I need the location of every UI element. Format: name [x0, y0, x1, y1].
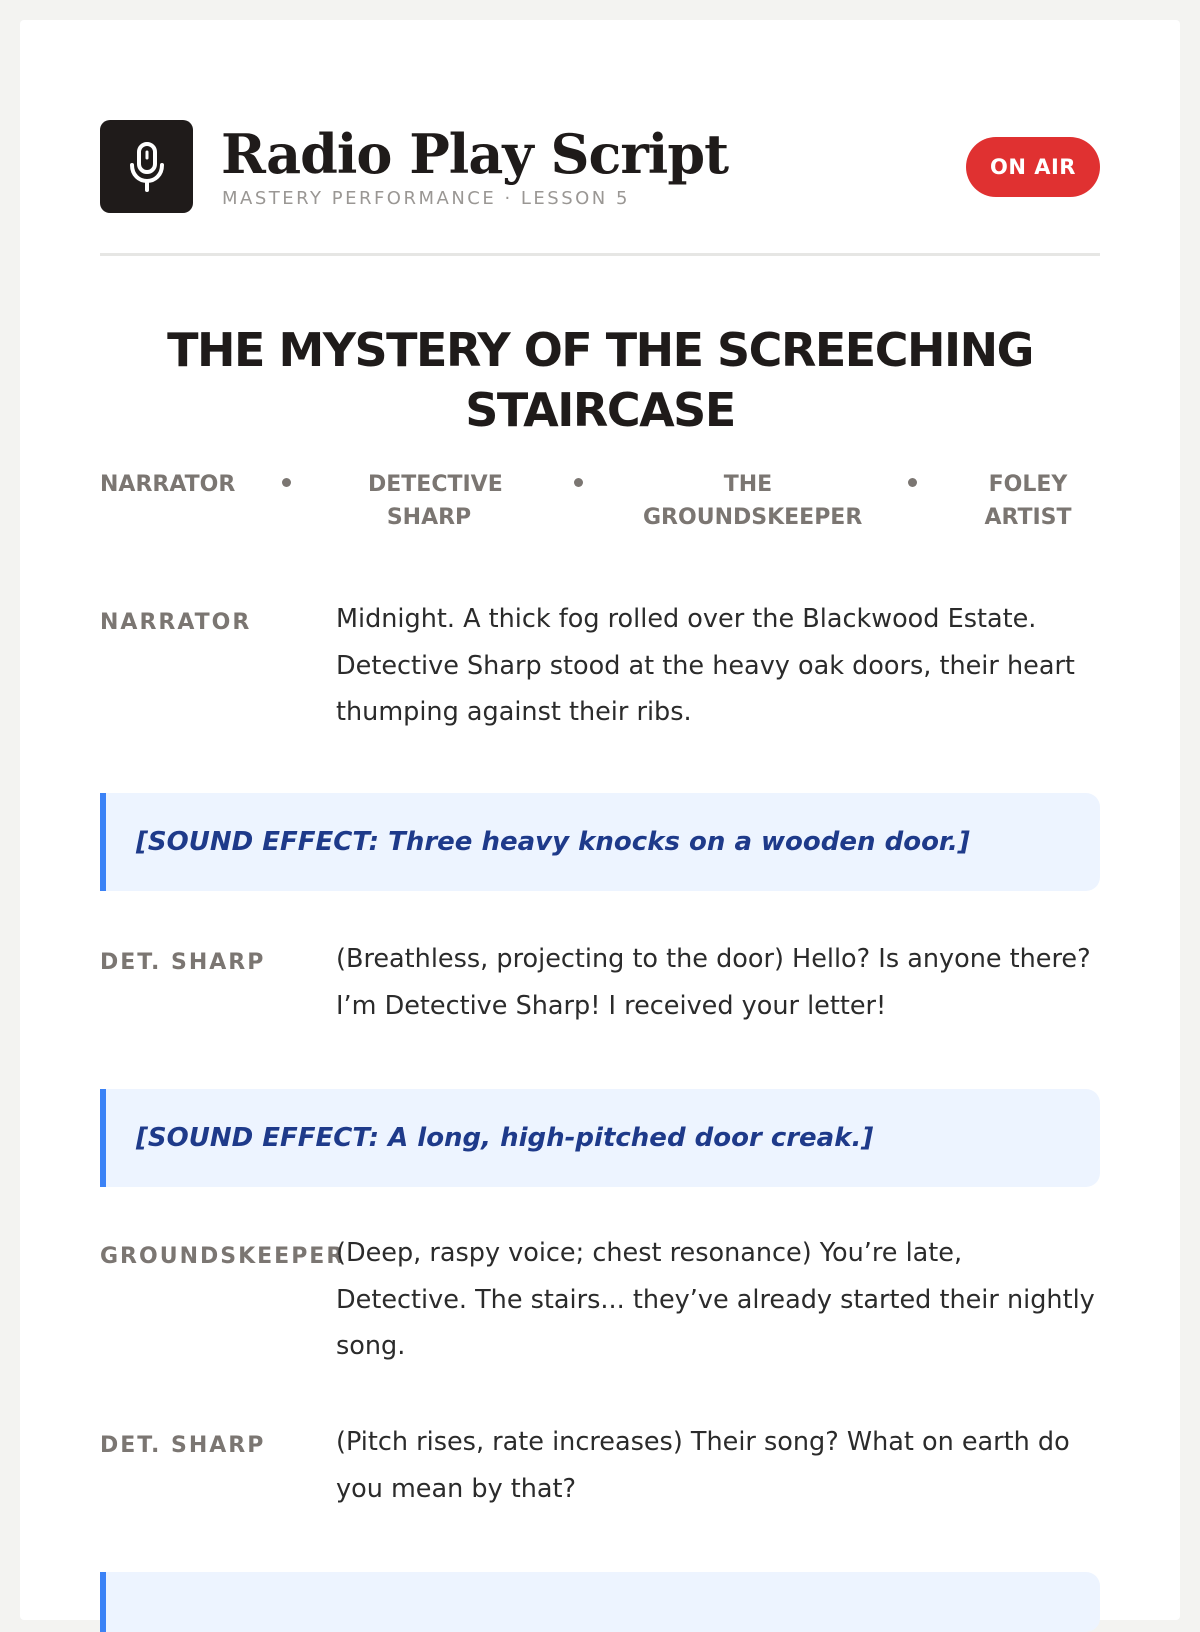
cast-member-line1: DETECTIVE: [368, 472, 503, 497]
sound-effect-cue-partial: [100, 1572, 1100, 1632]
page-header: [100, 100, 1100, 256]
speech-text: (Pitch rises, rate increases) Their song? What on earth do you mean by that?: [336, 1427, 1070, 1504]
speech-text: (Deep, raspy voice; chest resonance) You’re late, Detective. The stairs... they’ve already started their nightly song.: [336, 1238, 1095, 1361]
cast-member-line2: GROUNDSKEEPER: [643, 505, 863, 530]
play-title: THE MYSTERY OF THE SCREECHING STAIRCASE: [167, 323, 1033, 437]
on-air-badge[interactable]: ON AIR: [966, 137, 1100, 197]
cast-member-line2: ARTIST: [984, 505, 1072, 530]
cast-member-line2: SHARP: [386, 505, 472, 530]
cast-list: [100, 468, 1100, 538]
sound-effect-cue: [SOUND EFFECT: A long, high-pitched door creak.]: [100, 1089, 1100, 1187]
cast-member: [368, 468, 503, 534]
app-title: Radio Play Script: [221, 122, 729, 186]
app-subtitle: MASTERY PERFORMANCE · LESSON 5: [222, 188, 630, 209]
speaker-label: DET. SHARP: [100, 950, 266, 975]
cast-separator: [282, 478, 291, 487]
script-page: [20, 20, 1180, 1620]
speaker-label: DET. SHARP: [100, 1433, 266, 1458]
speech-text: Midnight. A thick fog rolled over the Blackwood Estate. Detective Sharp stood at the heavy oak doors, their heart thumping against their ribs.: [336, 604, 1075, 727]
app-logo: [100, 120, 193, 213]
cast-member-line1: THE: [723, 472, 773, 497]
cast-member: [972, 468, 1084, 534]
cast-member: [643, 468, 863, 534]
cast-member-line1: FOLEY: [988, 472, 1068, 497]
cast-separator: [908, 478, 917, 487]
cast-separator: [574, 478, 583, 487]
cast-member: [100, 468, 235, 501]
speaker-label: GROUNDSKEEPER: [100, 1244, 346, 1269]
cast-member-line1: NARRATOR: [100, 472, 236, 497]
speaker-label: NARRATOR: [100, 610, 252, 635]
microphone-icon: [125, 141, 169, 193]
speech-text: (Breathless, projecting to the door) Hello? Is anyone there? I’m Detective Sharp! I received your letter!: [336, 944, 1091, 1021]
sound-effect-cue: [SOUND EFFECT: Three heavy knocks on a wooden door.]: [100, 793, 1100, 891]
